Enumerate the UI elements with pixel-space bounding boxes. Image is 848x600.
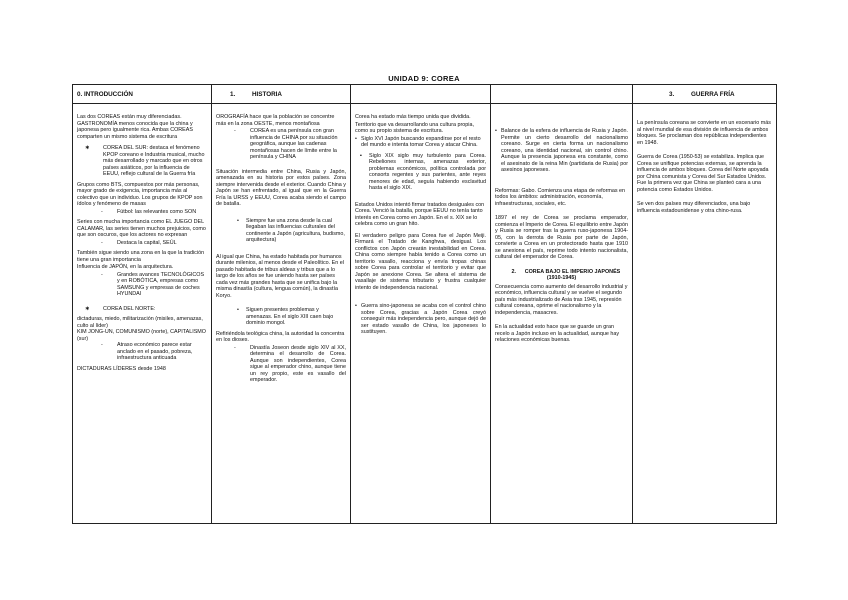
paragraph: Influencia de JAPÓN, en la arquitectura. — [77, 264, 174, 270]
column-introduccion — [73, 104, 212, 524]
section-heading: 2. COREA BAJO EL IMPERIO JAPONÉS (1910-1945) — [511, 268, 621, 281]
paragraph: Guerra de Corea (1950-53) se estabiliza. Implica que Corea se unifique potencias externas, se aprenda la influencia de ambos bloques. Corea del Norte apoyada por China comunista y Corea del Sur Estados Unidos. Fue la primera vez que China se planteó cara a una potencia como Estados Unidos. — [637, 154, 769, 193]
paragraph: La península coreana se convierte en un escenario más al nivel mundial de esa división de influencia de ambos bloques. Se proclaman dos repúblicas independientes en 1948. — [637, 120, 771, 146]
bullet-item: • Balance de la esfera de influencia de Rusia y Japón. Permite un cierto desarrollo del nacionalismo coreano. Surge en cierta forma un nacionalismo coreano, una identidad nacional, sin control chino. Aunque la presencia japonesa era constante, como el asesinato de la reina Min (partidaria de Rusia) por asesinos japoneses. — [501, 128, 628, 174]
dash-item: - Dinastía Joseon desde siglo XIV al XX, determina el desarrollo de Corea. Aunque son independientes, Corea sigue al emperador chino, aunque tiene un rey propio, este es vasallo del emperador. — [250, 345, 346, 384]
paragraph: Consecuencia como aumento del desarrollo industrial y económico, influencia cultural y se vuelve el segundo país más industrializado de Asia tras 1945, represión cultural coreana, oprime el nacionalismo y la independencia, masacres. — [495, 283, 628, 316]
header-empty-2 — [491, 85, 633, 104]
content-table — [72, 84, 777, 524]
paragraph: Corea ha estado más tiempo unida que dividida. — [355, 114, 471, 120]
document-title: UNIDAD 9: COREA — [388, 74, 460, 83]
paragraph: También sigue siendo una zona en la que la tradición tiene una gran importancia — [77, 250, 205, 263]
header-row — [73, 85, 777, 104]
paragraph: KIM JONG-UN, COMUNISMO (norte), CAPITALISMO (sur) — [77, 329, 206, 342]
paragraph: 1897 el rey de Corea se proclama emperador, comienza el Imperio de Corea. El equilibrio entre Japón y Rusia se romper tras la guerra ruso-japonesa 1904-05, con la derrota de Rusia por parte de Japón, convierte a Corea en un protectorado hasta que 1910 se anexiona el país, reprime todo intento nacionalista, cultural del emperador de Corea. — [495, 215, 628, 260]
paragraph: Territorio que va desarrollando una cultura propia, como su propio sistema de escritura. — [355, 121, 474, 134]
header-guerra-fria: 3. GUERRA FRÍA — [633, 85, 777, 104]
paragraph: Las dos COREAS están muy diferenciadas. GASTRONOMÍA menos conocida que la china y japonesa pero igualmente rica. Ambas COREAS comparten un mismo sistema de escritura — [77, 114, 193, 140]
bullet-corea-sur: ∗ COREA DEL SUR: destaca el fenómeno KPOP coreano e Industria musical, mucho más desarrollado y marcado que en otros países asiáticos, por la influencia de EEUU, reflejo cultural de la Guerra fría — [103, 145, 207, 178]
bullet-item: • Siempre fue una zona desde la cual llegaban las influencias culturales del continente a Japón (agricultura, budismo, arquitectura) — [246, 218, 346, 244]
paragraph: OROGRAFÍA hace que la población se concentre más en la zona OESTE, menos montañosa — [216, 114, 335, 127]
paragraph: Al igual que China, ha estado habitada por humanos durante milenios, al menos desde el Paleolítico. En el pasado habitada de tribus aldeas y tribus que a lo largo de los años se fue uniendo hasta ser países cada vez más grandes hasta que se unifica bajo la misma dinastía (cultura, lengua común), la dinastía Koryo. — [216, 253, 344, 299]
header-empty-1 — [351, 85, 491, 104]
dash-item: - Atraso económico parece estar anclado en el pasado, pobreza, infraestructura anticuada — [117, 342, 207, 362]
header-historia: 1. HISTORIA — [212, 85, 351, 104]
bullet-corea-norte: ∗ COREA DEL NORTE: — [103, 306, 207, 313]
paragraph: Se ven dos países muy diferenciados, una bajo influencia estadounidense y otra chino-rusa. — [637, 201, 751, 214]
content-row — [73, 104, 777, 524]
bullet-item: • Siguen presentes problemas y amenazas. En el siglo XIII caen bajo dominio mongol. — [246, 307, 346, 327]
square-item: ▪ Siglo XIX siglo muy turbulento para Corea. Rebeliones internas, amenazas exterior, problemas económicos, política controlada por consorts regentes y sus parientes, ante reyes menores de edad, seguía habiendo esclavitud hasta el siglo XIX. — [369, 153, 486, 192]
paragraph: Grupos como BTS, compuestos por más personas, mayor grado de exigencia, importancia más al colectivo que un individuo. Los grupos de KPOP son ídolos y fenómeno de masas — [77, 181, 203, 207]
paragraph: Series con mucha importancia como EL JUEGO DEL CALAMAR, las series tienen muchos prejuicios, como que son oscuros, que los actores no expresan — [77, 219, 206, 238]
paragraph: dictaduras, miedo, militarización (misiles, amenazas, culto al líder) — [77, 316, 203, 329]
column-historia-2 — [351, 104, 491, 524]
paragraph: Estados Unidos intentó firmar tratados desiguales con Corea. Venció la batalla, porque EEUU no tenía tanto interés en Corea como en Japón. En el s. XIX se lo celebra como un gran hito. — [355, 201, 485, 227]
column-historia-3 — [491, 104, 633, 524]
bullet-item: • Siglo XVI Japón buscando expandirse por el resto del mundo e intenta tomar Corea y atacar China. — [361, 136, 486, 149]
paragraph: Reformas: Gabo. Comienza una etapa de reformas en todos los ámbitos: administración, economía, infraestructuras, sociales, etc. — [495, 187, 626, 207]
column-historia — [212, 104, 351, 524]
paragraph: DICTADURAS LÍDERES desde 1948 — [77, 365, 166, 372]
paragraph: En la actualidad esto hace que se guarde un gran recelo a Japón incluso en la actualidad, aunque hay relaciones económicas buenas. — [495, 324, 620, 343]
dash-item: - COREA es una península con gran influencia de CHINA por su situación geográfica, aunque las cadenas montañosas hacen de límite entre la península y CHINA — [250, 128, 346, 161]
column-guerra-fria — [633, 104, 777, 524]
dash-item: - Destaca la capital, SEÚL — [117, 240, 207, 247]
dash-item: - Fútbol: las relevantes como SON — [117, 209, 207, 216]
header-intro: 0. INTRODUCCIÓN — [73, 85, 212, 104]
paragraph: El verdadero peligro para Corea fue el Japón Meiji. Firmará el Tratado de Kanghwa, desigual. Los conflictos con Japón crearán inestabilidad en Corea. China como siempre había tenido a Corea como un territorio vasallo, reacciona y envía tropas chinas sobre Corea para controlar el territorio y evitar que Japón se anexione Corea. Se altera el sistema de vasallaje de sistema tributario y frustra cualquier intento de independencia nacional. — [355, 232, 486, 291]
dash-item: - Grandes avances TECNOLÓGICOS y en ROBÓTICA, empresas como SAMSUNG y empresas de coches HYUNDAI — [117, 272, 207, 298]
bullet-item: • Guerra sino-japonesa se acaba con el control chino sobre Corea, gracias a Japón Corea creyó conseguir más independencia pero, aunque dejó de ser estado vasallo de China, los japoneses lo sustituyen. — [361, 303, 486, 336]
paragraph: Situación intermedia entre China, Rusia y Japón, amenazada en su historia por estos países. Zona siempre intervenida desde el exterior. Cuando China y Japón se han enfrentado, al igual que en la Guerra Fría la URSS y EEUU, Corea acaba siendo el campo de batalla. — [216, 168, 346, 207]
paragraph: Refiriéndola teológica china, la autoridad la concentra en los dioses. — [216, 330, 345, 343]
